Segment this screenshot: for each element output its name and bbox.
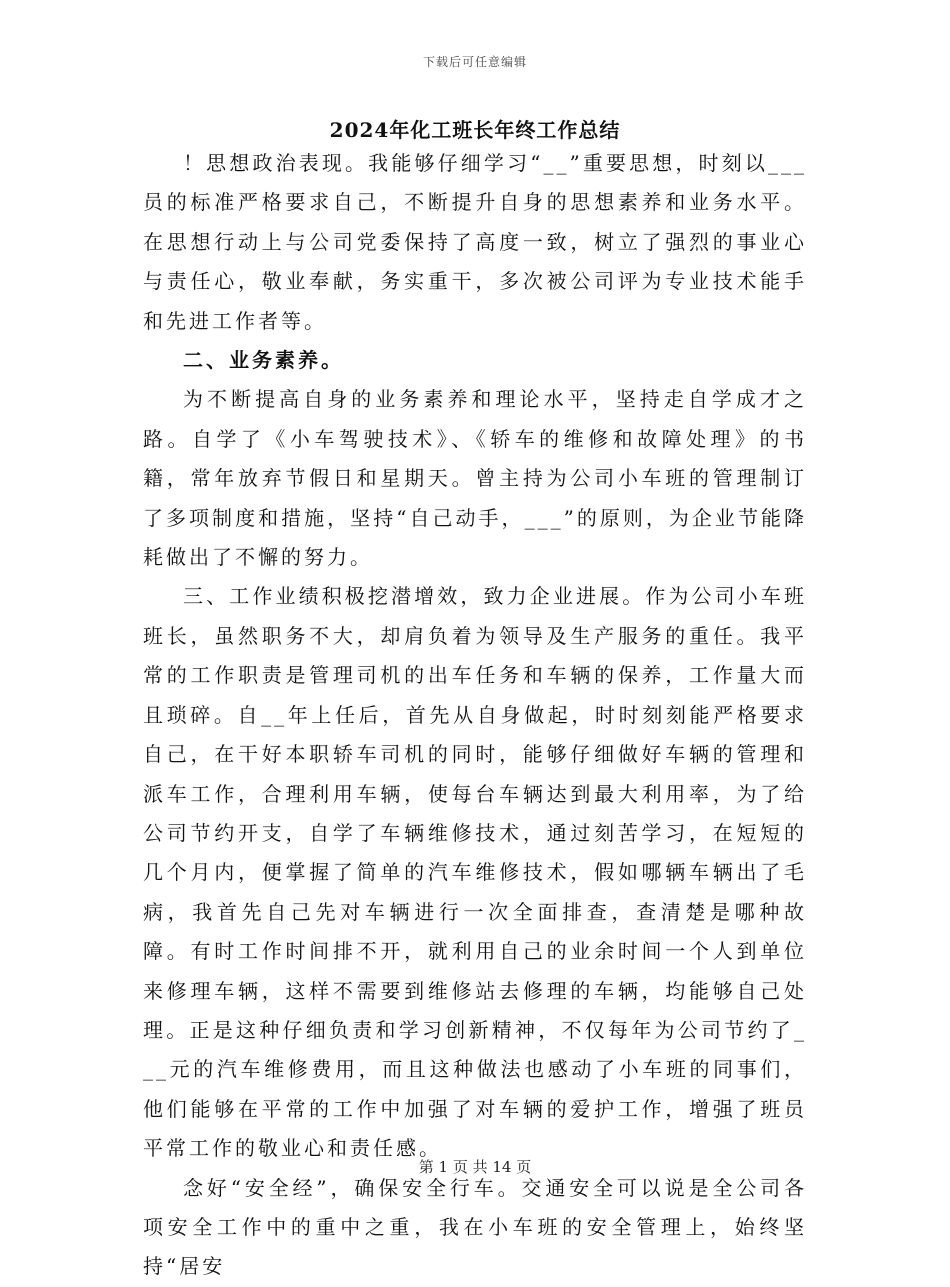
paragraph-safety: 念好“安全经”，确保安全行车。交通安全可以说是全公司各项安全工作中的重中之重，我在小车班的安全管理上，始终坚持“居安 bbox=[143, 1175, 807, 1279]
header-note: 下载后可任意编辑 bbox=[422, 55, 527, 69]
section-heading-business: 二、业务素养。 bbox=[183, 348, 344, 373]
paragraph-business: 为不断提高自身的业务素养和理论水平，坚持走自学成才之路。自学了《小车驾驶技术》、《轿车的维修和故障处理》的书籍，常年放弃节假日和星期天。曾主持为公司小车班的管理制订了多项制度和措施，坚持“自己动手，___”的原则，为企业节能降耗做出了不懈的努力。 bbox=[143, 387, 807, 570]
paragraph-achievements: 三、工作业绩积极挖潜增效，致力企业进展。作为公司小车班班长，虽然职务不大，却肩负着为领导及生产服务的重任。我平常的工作职责是管理司机的出车任务和车辆的保养，工作量大而且琐碎。自__年上任后，首先从自身做起，时时刻刻能严格要求自己，在干好本职轿车司机的同时，能够仔细做好车辆的管理和派车工作，合理利用车辆，使每台车辆达到最大利用率，为了给公司节约开支，自学了车辆维修技术，通过刻苦学习，在短短的几个月内，便掌握了简单的汽车维修技术，假如哪辆车辆出了毛病，我首先自己先对车辆进行一次全面排查，查清楚是哪种故障。有时工作时间排不开，就利用自己的业余时间一个人到单位来修理车辆，这样不需要到维修站去修理的车辆，均能够自己处理。正是这种仔细负责和学习创新精神，不仅每年为公司节约了___元的汽车维修费用，而且这种做法也感动了小车班的同事们，他们能够在平常的工作中加强了对车辆的爱护工作，增强了班员平常工作的敬业心和责任感。 bbox=[143, 584, 807, 1161]
paragraph-political: ！思想政治表现。我能够仔细学习“__”重要思想，时刻以___员的标准严格要求自己，不断提升自身的思想素养和业务水平。在思想行动上与公司党委保持了高度一致，树立了强烈的事业心与责任心，敬业奉献，务实重干，多次被公司评为专业技术能手和先进工作者等。 bbox=[143, 151, 807, 333]
document-body bbox=[143, 144, 807, 1287]
document-title: 2024年化工班长年终工作总结 bbox=[329, 118, 621, 142]
page-footer: 第 1 页 共 14 页 bbox=[418, 1158, 532, 1176]
